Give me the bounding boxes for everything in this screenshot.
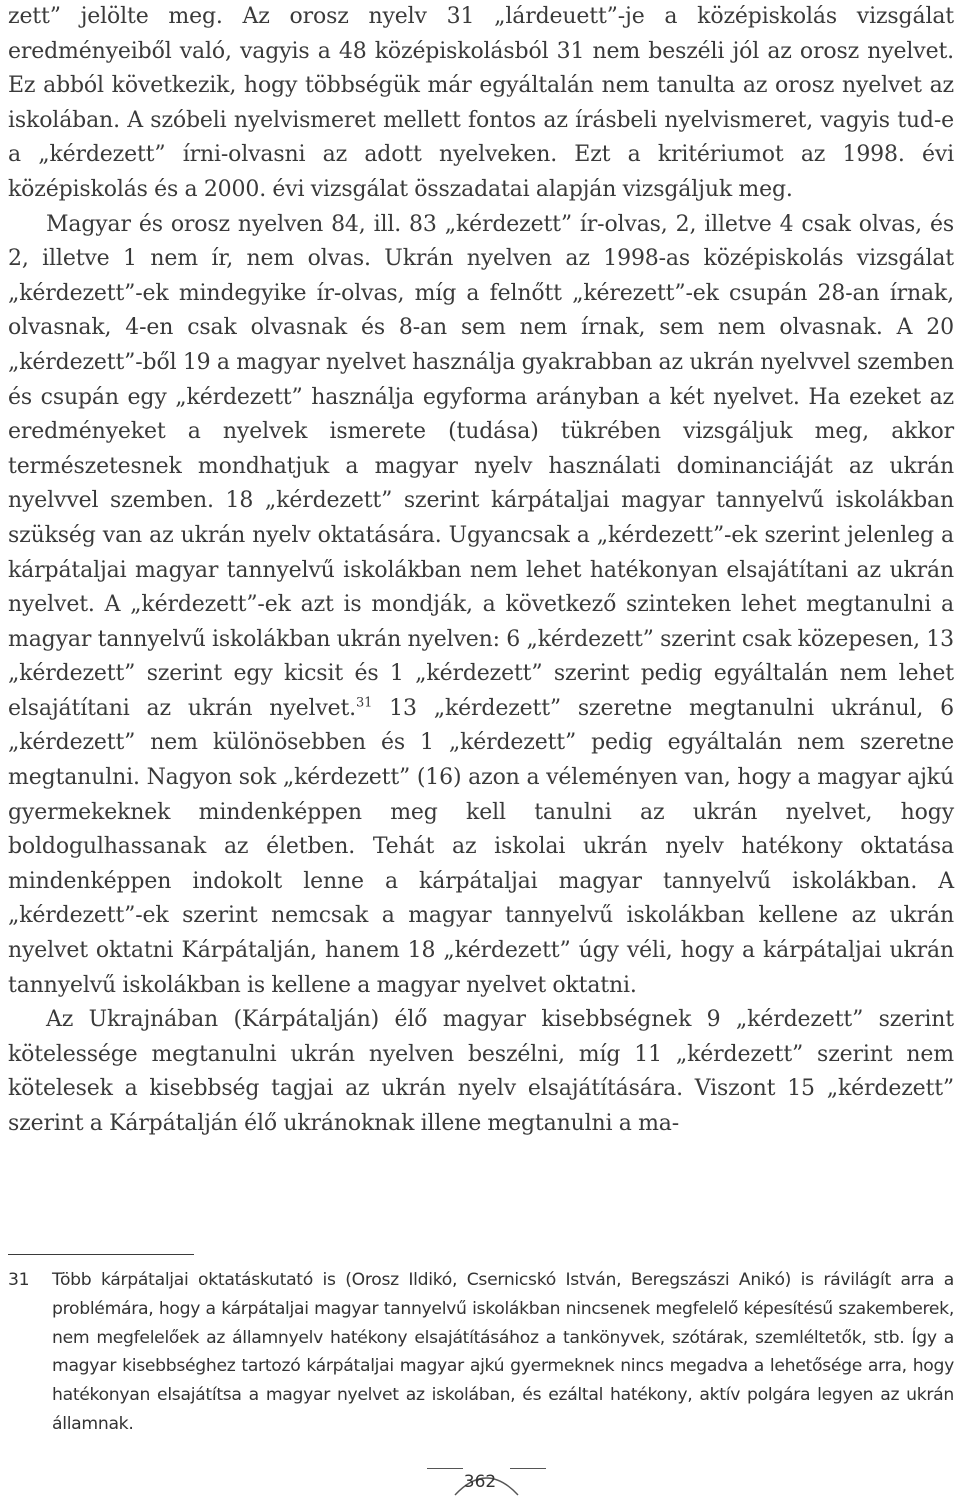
footnote bbox=[8, 1266, 954, 1439]
footnote-number: 31 bbox=[8, 1270, 30, 1290]
footnote-reference[interactable]: 31 bbox=[356, 695, 373, 711]
footnote-separator bbox=[8, 1254, 194, 1255]
page-number: 362 bbox=[463, 1472, 497, 1492]
footnote-text: Több kárpátaljai oktatáskutató is (Orosz Ildikó, Csernicskó István, Beregszászi Anikó) is rávilágít arra a problémára, hogy a kárpátaljai magyar tannyelvű iskolákban nincsenek megfelelő képesítésű szakemberek, nem megfelelőek az államnyelv hatékony elsajátításához a tankönyvek, szótárak, szemléltetők, stb. Így a magyar kisebbséghez tartozó kárpátaljai magyar ajkú gyermeknek nincs megadva a lehetősége arra, hogy hatékonyan elsajátítsa a magyar nyelvet az iskolában, és ezáltal hatékony, aktív polgára legyen az ukrán államnak. bbox=[52, 1270, 954, 1434]
page-number-ornament bbox=[0, 1460, 960, 1498]
paragraph-1: zett” jelölte meg. Az orosz nyelv 31 „lárdeuett”-je a középiskolás vizsgálat eredményeiből való, vagyis a 48 középiskolásból 31 nem beszéli jól az orosz nyelvet. Ez abból következik, hogy többségük már egyáltalán nem tanulta az orosz nyelvet az iskolában. A szóbeli nyelvismeret mellett fontos az írásbeli nyelvismeret, vagyis tud-e a „kérdezett” írni-olvasni az adott nyelveken. Ezt a kritériumot az 1998. évi középiskolás és a 2000. évi vizsgálat összadatai alapján vizsgáljuk meg. bbox=[8, 4, 954, 202]
paragraph-3: Az Ukrajnában (Kárpátalján) élő magyar kisebbségnek 9 „kérdezett” szerint kötelessége megtanulni ukrán nyelven beszélni, míg 11 „kérdezett” szerint nem kötelesek a kisebbség tagjai az ukrán nyelv elsajátítására. Viszont 15 „kérdezett” szerint a Kárpátalján élő ukránoknak illene megtanulni a ma- bbox=[8, 1007, 954, 1136]
body-text bbox=[8, 0, 954, 1142]
paragraph-2-text: Magyar és orosz nyelven 84, ill. 83 „kérdezett” ír-olvas, 2, illetve 4 csak olvas, és 2, illetve 1 nem ír, nem olvas. Ukrán nyelven az 1998-as középiskolás vizsgálat „kérdezett”-ek mindegyike ír-olvas, míg a felnőtt „kérezett”-ek csupán 28-an írnak, olvasnak, 4-en csak olvasnak és 8-an sem nem írnak, sem nem olvasnak. A 20 „kérdezett”-ből 19 a magyar nyelvet használja gyakrabban az ukrán nyelvvel szemben és csupán egy „kérdezett” használja egyforma arányban a két nyelvet. Ha ezeket az eredményeket a nyelvek ismerete (tudása) tükrében vizsgáljuk meg, akkor természetesnek mondhatjuk a magyar nyelv használati dominanciáját az ukrán nyelvvel szemben. 18 „kérdezett” szerint kárpátaljai magyar tannyelvű iskolákban szükség van az ukrán nyelv oktatására. Ugyancsak a „kérdezett”-ek szerint jelenleg a kárpátaljai magyar tannyelvű iskolákban nem lehet hatékonyan elsajátítani az ukrán nyelvet. A „kérdezett”-ek azt is mondják, a következő szinteken lehet megtanulni a magyar tannyelvű iskolákban ukrán nyelven: 6 „kérdezett” szerint csak közepesen, 13 „kérdezett” szerint egy kicsit és 1 „kérdezett” szerint pedig egyáltalán nem lehet elsajátítani az ukrán nyelvet. bbox=[8, 211, 954, 721]
paragraph-2 bbox=[8, 208, 954, 1004]
page-body bbox=[8, 0, 954, 1142]
paragraph-2-continuation: 13 „kérdezett” szeretne megtanulni ukránul, 6 „kérdezett” nem különösebben és 1 „kérdezett” pedig egyáltalán nem szeretne megtanulni. Nagyon sok „kérdezett” (16) azon a véleményen van, hogy a magyar ajkú gyermekeknek mindenképpen meg kell tanulni az ukrán nyelvet, hogy boldogulhassanak az életben. Tehát az iskolai ukrán nyelv hatékony oktatása mindenképpen indokolt lenne a kárpátaljai magyar tannyelvű iskolákban. A „kérdezett”-ek szerint nemcsak a magyar tannyelvű iskolákban kellene az ukrán nyelvet oktatni Kárpátalján, hanem 18 „kérdezett” úgy véli, hogy a kárpátaljai ukrán tannyelvű iskolákban is kellene a magyar nyelvet oktatni. bbox=[8, 695, 954, 998]
